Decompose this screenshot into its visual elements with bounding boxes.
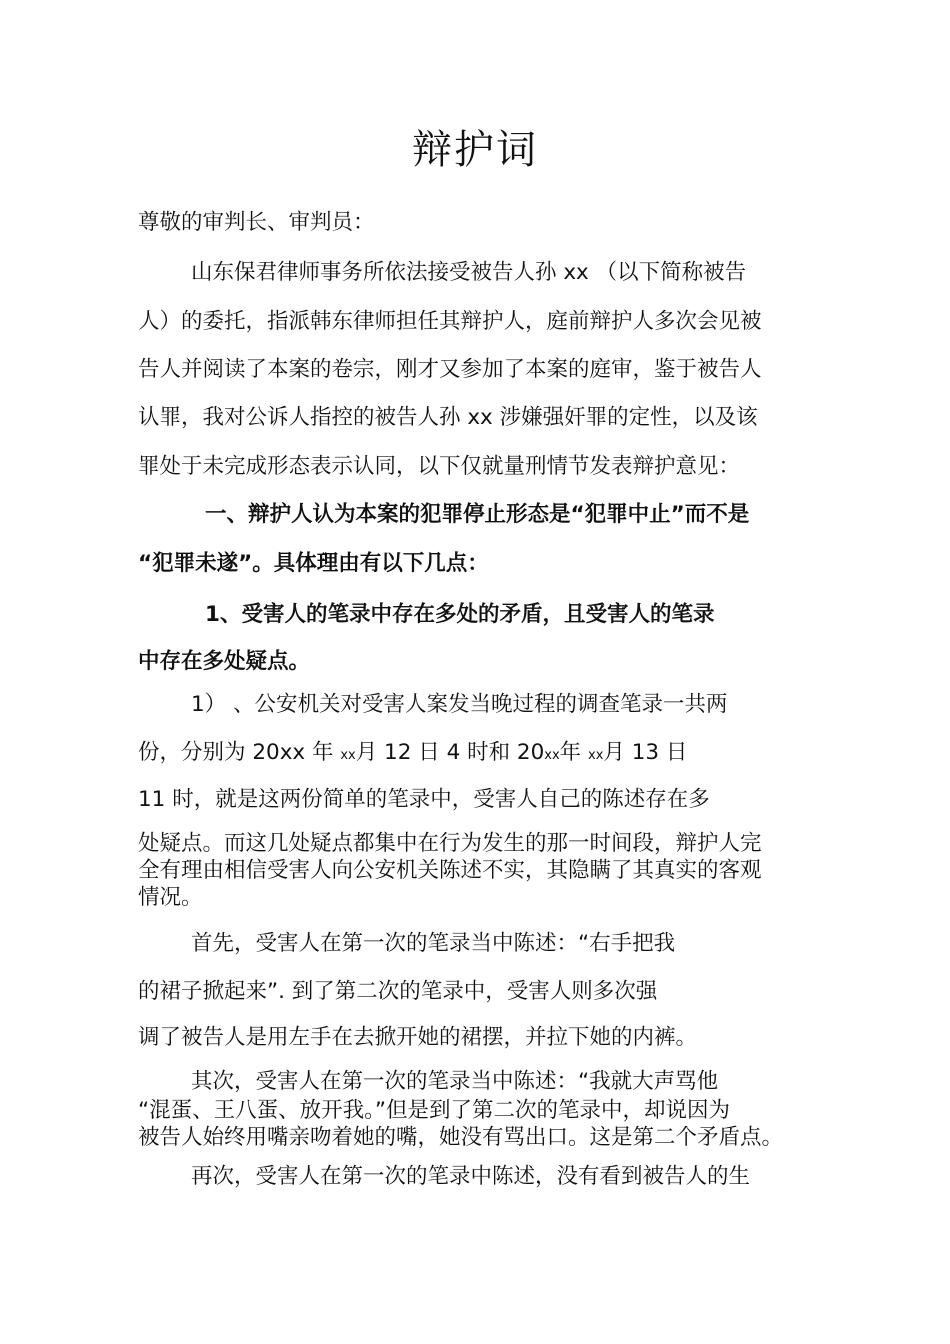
paragraph-line: 罪处于未完成形态表示认同，以下仅就量刑情节发表辩护意见： <box>138 454 741 479</box>
subheading-line: 中存在多处疑点。 <box>138 649 311 674</box>
paragraph-line: 山东保君律师事务所依法接受被告人孙 xx （以下简称被告 <box>191 260 747 285</box>
placeholder-text: xx <box>340 748 356 763</box>
salutation: 尊敬的审判长、审判员： <box>138 210 375 235</box>
paragraph-line: 再次，受害人在第一次的笔录中陈述，没有看到被告人的生 <box>191 1164 751 1189</box>
placeholder-text: xx <box>588 748 604 763</box>
line-segment: 月 13 日 <box>603 740 688 765</box>
paragraph-line: 的裙子掀起来”. 到了第二次的笔录中，受害人则多次强 <box>138 979 658 1004</box>
paragraph-line: 认罪，我对公诉人指控的被告人孙 xx 涉嫌强奸罪的定性，以及该 <box>138 405 758 430</box>
line-segment: 年 <box>559 740 589 765</box>
paragraph-line: 人）的委托，指派韩东律师担任其辩护人，庭前辩护人多次会见被 <box>138 309 762 334</box>
paragraph-line: 情况。 <box>138 885 203 910</box>
paragraph-line: 11 时，就是这两份简单的笔录中，受害人自己的陈述存在多 <box>138 787 710 812</box>
line-segment: 份，分别为 20xx 年 <box>138 740 341 765</box>
paragraph-line: 被告人始终用嘴亲吻着她的嘴，她没有骂出口。这是第二个矛盾点。 <box>138 1125 784 1150</box>
paragraph-line: 调了被告人是用左手在去掀开她的裙摆，并拉下她的内裤。 <box>138 1025 698 1050</box>
paragraph-line: 首先，受害人在第一次的笔录当中陈述：“右手把我 <box>191 931 676 956</box>
paragraph-line <box>138 738 687 771</box>
paragraph-line: 处疑点。而这几处疑点都集中在行为发生的那一时间段，辩护人完 <box>138 831 762 856</box>
paragraph-line: 全有理由相信受害人向公安机关陈述不实，其隐瞒了其真实的客观 <box>138 858 762 883</box>
paragraph-line: “混蛋、王八蛋、放开我。”但是到了第二次的笔录中，却说因为 <box>138 1098 731 1123</box>
paragraph-line: 告人并阅读了本案的卷宗，刚才又参加了本案的庭审，鉴于被告人 <box>138 357 762 382</box>
line-segment: 月 12 日 4 时和 20 <box>355 740 545 765</box>
placeholder-text: xx <box>544 748 560 763</box>
subheading-line: 1、受害人的笔录中存在多处的矛盾，且受害人的笔录 <box>205 602 715 627</box>
paragraph-line: 1） 、公安机关对受害人案发当晚过程的调查笔录一共两 <box>191 692 728 717</box>
section-heading-line: 一、辩护人认为本案的犯罪停止形态是“犯罪中止”而不是 <box>205 502 750 527</box>
document-title: 辩护词 <box>412 127 538 173</box>
section-heading-line: “犯罪未遂”。具体理由有以下几点： <box>138 551 489 576</box>
paragraph-line: 其次，受害人在第一次的笔录当中陈述：“我就大声骂他 <box>191 1069 719 1094</box>
